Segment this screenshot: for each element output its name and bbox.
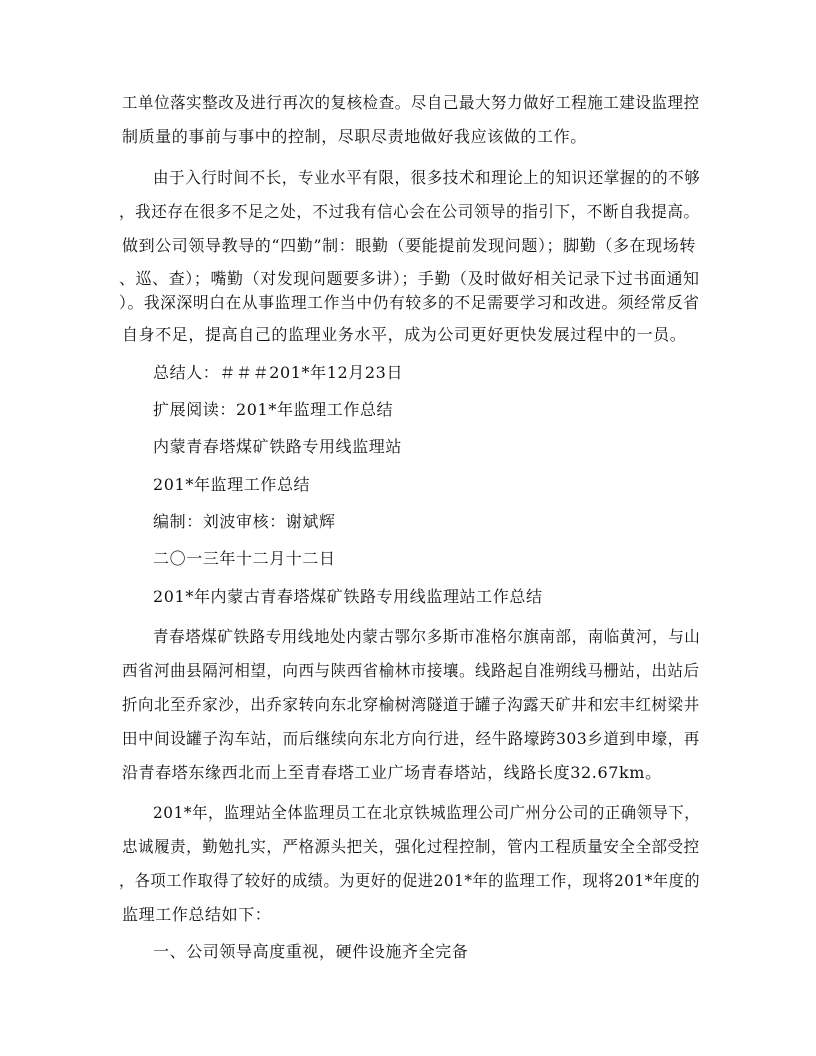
- body-line: 、巡、查）；嘴勤（对发现问题要多讲）；手勤（及时做好相关记录下过书面通知: [119, 269, 700, 288]
- body-line: 自身不足，提高自己的监理业务水平，成为公司更好更快发展过程中的一员。: [122, 325, 687, 344]
- section-title-line: 201*年内蒙古青春塔煤矿铁路专用线监理站工作总结: [153, 587, 543, 606]
- body-line: ）。我深深明白在从事监理工作当中仍有较多的不足需要学习和改进。须经常反省: [119, 293, 700, 312]
- body-line: ，我还存在很多不足之处，不过我有信心会在公司领导的指引下，不断自我提高。: [119, 202, 700, 221]
- body-line: 沿青春塔东缘西北而上至青春塔工业广场青春塔站，线路长度32.67km。: [122, 763, 662, 782]
- body-line: 由于入行时间不长，专业水平有限，很多技术和理论上的知识还掌握的的不够: [153, 168, 701, 187]
- body-line: 折向北至乔家沙，出乔家转向东北穿榆树湾隧道于罐子沟露天矿井和宏丰红树梁井: [122, 695, 700, 714]
- station-name-line: 内蒙青春塔煤矿铁路专用线监理站: [153, 437, 403, 456]
- body-line: 青春塔煤矿铁路专用线地处内蒙古鄂尔多斯市准格尔旗南部，南临黄河，与山: [153, 627, 701, 646]
- body-line: 忠诚履责，勤勉扎实，严格源头把关，强化过程控制，管内工程质量安全全部受控: [122, 837, 700, 856]
- section-heading: 一、公司领导高度重视，硬件设施齐全完备: [153, 942, 469, 961]
- date-line: 二〇一三年十二月十二日: [153, 549, 336, 568]
- body-line: ，各项工作取得了较好的成绩。为更好的促进201*年的监理工作，现将201*年度的: [119, 871, 701, 890]
- body-line: 制质量的事前与事中的控制，尽职尽责地做好我应该做的工作。: [122, 127, 587, 146]
- body-line: 西省河曲县隔河相望，向西与陕西省榆林市接壤。线路起自准朔线马栅站，出站后: [122, 661, 700, 680]
- extended-reading-line: 扩展阅读：201*年监理工作总结: [153, 400, 394, 419]
- author-line: 编制：刘波审核：谢斌辉: [153, 512, 336, 531]
- body-line: 201*年，监理站全体监理员工在北京铁城监理公司广州分公司的正确领导下，: [153, 803, 701, 822]
- body-line: 田中间设罐子沟车站，而后继续向东北方向行进，经牛路壕跨303乡道到申壕，再: [122, 729, 700, 748]
- report-title-line: 201*年监理工作总结: [153, 475, 311, 494]
- signature-line: 总结人：＃＃＃201*年12月23日: [153, 363, 404, 382]
- body-line: 做到公司领导教导的“四勤”制：眼勤（要能提前发现问题）；脚勤（多在现场转: [122, 236, 696, 255]
- body-line: 工单位落实整改及进行再次的复核检查。尽自己最大努力做好工程施工建设监理控: [122, 93, 700, 112]
- body-line: 监理工作总结如下：: [122, 905, 272, 924]
